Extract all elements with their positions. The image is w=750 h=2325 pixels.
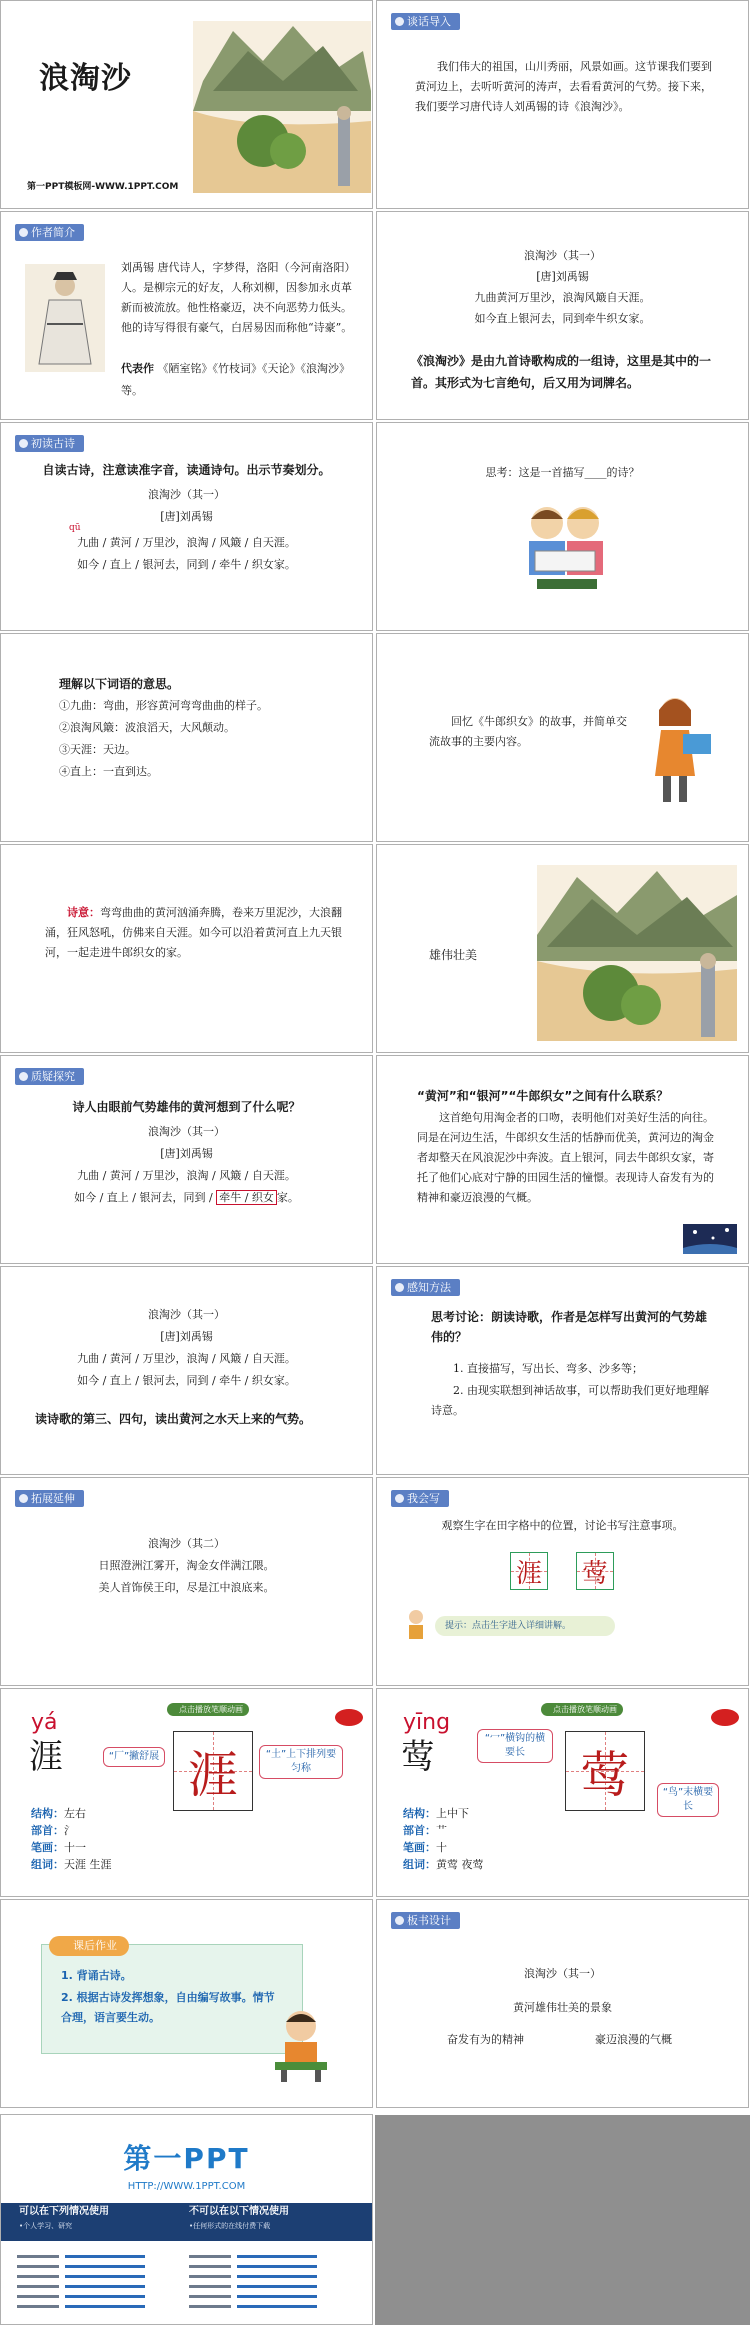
row-key-1: 结构： [31, 1807, 64, 1820]
poem-author: [唐]刘禹锡 [160, 1330, 213, 1343]
poem-title: 浪淘沙（其一） [148, 488, 225, 501]
row-val-3: 十 [436, 1841, 447, 1854]
vocab-item-2: ②浪淘风簸：波浪滔天，大风颠动。 [59, 721, 235, 734]
slide-reading[interactable] [0, 1266, 373, 1475]
poem-line-1: 九曲 / 黄河 / 万里沙，浪淘 / 风簸 / 自天涯。 [77, 1352, 296, 1365]
yellow-river-illustration [537, 865, 737, 1041]
char-grid-2[interactable] [576, 1552, 614, 1590]
vocab-item-1: ①九曲：弯曲，形容黄河弯弯曲曲的样子。 [59, 699, 268, 712]
poem-line-2: 如今 / 直上 / 银河去，同到 / 牵牛 / 织女家。 [77, 1374, 296, 1387]
char-1: 涯 [515, 1558, 542, 1589]
slide-meaning[interactable] [0, 844, 373, 1053]
vocab-heading: 理解以下词语的意思。 [59, 677, 180, 691]
row-key-2: 部首： [403, 1824, 436, 1837]
stamp-icon [711, 1709, 739, 1726]
char-display: 莺 [401, 1737, 435, 1777]
slide-homework[interactable] [0, 1899, 373, 2108]
char-grid [565, 1731, 645, 1811]
works-block [121, 358, 361, 402]
board-line-1: 黄河雄伟壮美的景象 [513, 2001, 612, 2014]
slide-method[interactable] [376, 1266, 749, 1475]
callout-right: “土”上下排列要匀称 [259, 1745, 343, 1779]
slide-vocab[interactable] [0, 633, 373, 842]
row-key-3: 笔画： [31, 1841, 64, 1854]
row-val-1: 上中下 [436, 1807, 469, 1820]
callout-right: “鸟”末横要长 [657, 1783, 719, 1817]
poem-author: [唐]刘禹锡 [160, 510, 213, 523]
method-item-1: 1. 直接描写，写出长、弯多、沙多等； [453, 1362, 643, 1375]
credits-left-sub: •个人学习、研究 [19, 2222, 73, 2230]
row-val-3: 十一 [64, 1841, 86, 1854]
poem-line-1: 日照澄洲江雾开，淘金女伴满江隈。 [98, 1559, 275, 1572]
slide-poem[interactable] [376, 211, 749, 420]
slide-extension[interactable] [0, 1477, 373, 1686]
homework-heading: 课后作业 [49, 1936, 129, 1956]
recall-text: 回忆《牛郎织女》的故事，并简单交流故事的主要内容。 [429, 715, 627, 748]
slide-intro[interactable] [376, 0, 749, 209]
cover-title: 浪淘沙 [39, 61, 132, 96]
homework-item-1: 1. 背诵古诗。 [61, 1969, 132, 1982]
writing-tip[interactable]: 提示：点击生字进入详细讲解。 [435, 1616, 615, 1636]
section-tag: 作者简介 [15, 224, 84, 241]
slide-cover[interactable] [0, 0, 373, 209]
reading-children-illustration [517, 499, 613, 595]
works-list: 《陋室铭》《竹枝词》《天论》《浪淘沙》等。 [121, 362, 350, 397]
think-question: 思考：这是一首描写____的诗？ [485, 466, 640, 479]
char-grid-1[interactable] [510, 1552, 548, 1590]
credits-url: HTTP://WWW.1PPT.COM [127, 2181, 246, 2192]
mountain-river-illustration [193, 21, 371, 193]
poem-line-2: 如今直上银河去，同到牵牛织女家。 [474, 312, 651, 325]
empty-gray-panel [375, 2115, 750, 2325]
char-pinyin: yá [31, 1710, 58, 1735]
board-left: 奋发有为的精神 [447, 2033, 524, 2046]
credits-left-title: 可以在下列情况使用 [19, 2206, 109, 2217]
poem-title: 浪淘沙（其二） [148, 1537, 225, 1550]
meaning-block [45, 903, 345, 963]
writing-instruction: 观察生字在田字格中的位置，讨论书写注意事项。 [441, 1519, 684, 1532]
scenery-caption: 雄伟壮美 [429, 948, 478, 962]
intro-text: 我们伟大的祖国，山川秀丽，风景如画。这节课我们要到黄河边上，去听听黄河的涛声，去看看黄河的气势。接下来，我们要学习唐代诗人刘禹锡的诗《浪淘沙》。 [415, 60, 712, 113]
slide-char-ya[interactable] [0, 1688, 373, 1897]
credits-link-list [17, 2251, 357, 2317]
char-grid [173, 1731, 253, 1811]
connection-heading: “黄河”和“银河”“牛郎织女”之间有什么联系？ [417, 1089, 669, 1103]
stamp-icon [335, 1709, 363, 1726]
row-val-2: 艹 [436, 1824, 447, 1837]
section-tag: 谈话导入 [391, 13, 460, 30]
poem-title: 浪淘沙（其一） [148, 1125, 225, 1138]
inquiry-question: 诗人由眼前气势雄伟的黄河想到了什么呢？ [72, 1100, 301, 1114]
poem-line-2: 美人首饰侯王印，尽是江中浪底来。 [98, 1581, 275, 1594]
stroke-animation-button[interactable]: 点击播放笔顺动画 [167, 1703, 249, 1716]
child-icon [403, 1608, 429, 1642]
section-tag: 拓展延伸 [15, 1490, 84, 1507]
reading-note: 读诗歌的第三、四句，读出黄河之水天上来的气势。 [35, 1412, 312, 1426]
char-display: 涯 [29, 1737, 63, 1777]
poem-author: [唐]刘禹锡 [160, 1147, 213, 1160]
row-key-4: 组词： [31, 1858, 64, 1871]
poem-note: 《浪淘沙》是由九首诗歌构成的一组诗，这里是其中的一首。其形式为七言绝句，后又用为词牌名。 [411, 354, 712, 390]
method-item-2: 2. 由现实联想到神话故事，可以帮助我们更好地理解诗意。 [431, 1384, 709, 1417]
section-tag: 初读古诗 [15, 435, 84, 452]
slide-credits[interactable] [0, 2114, 373, 2325]
first-read-instruction: 自读古诗，注意读准字音，读通诗句。出示节奏划分。 [42, 463, 331, 477]
row-val-4: 黄莺 夜莺 [436, 1858, 484, 1871]
works-label: 代表作 [121, 362, 154, 375]
poem-title: 浪淘沙（其一） [524, 249, 601, 262]
homework-item-2: 2. 根据古诗发挥想象，自由编写故事。情节合理，语言要生动。 [61, 1991, 275, 2024]
poem-line-2-start: 如今 / 直上 / 银河去，同到 / [74, 1191, 217, 1204]
meaning-label: 诗意： [67, 906, 100, 919]
poem-line-1: 九曲黄河万里沙，浪淘风簸自天涯。 [474, 291, 651, 304]
poem-author: [唐]刘禹锡 [536, 270, 589, 283]
slide-scenery[interactable] [376, 844, 749, 1053]
board-right: 豪迈浪漫的气概 [595, 2033, 672, 2046]
method-question: 思考讨论：朗读诗歌，作者是怎样写出黄河的气势雄伟的？ [431, 1310, 708, 1344]
author-bio: 刘禹锡 唐代诗人，字梦得，洛阳（今河南洛阳）人。是柳宗元的好友，人称刘柳，因参加永贞革新而被流放。他性格豪迈，决不向恶势力低头。他的诗写得很有豪气，白居易因而称他“诗豪”。 [121, 261, 356, 334]
credits-logo: 第一PPT [123, 2142, 250, 2175]
poem-line-1: 九曲 / 黄河 / 万里沙，浪淘 / 风簸 / 自天涯。 [77, 1169, 296, 1182]
slide-first-read[interactable] [0, 422, 373, 631]
char-pinyin: yīng [403, 1710, 451, 1735]
row-val-1: 左右 [64, 1807, 86, 1820]
highlighted-phrase: 牵牛 / 织女 [216, 1190, 277, 1205]
slide-author[interactable] [0, 211, 373, 420]
poem-line-2-end: 家。 [276, 1191, 299, 1204]
stroke-animation-button[interactable]: 点击播放笔顺动画 [541, 1703, 623, 1716]
student-illustration [271, 2004, 331, 2084]
section-tag: 质疑探究 [15, 1068, 84, 1085]
slide-recall[interactable] [376, 633, 749, 842]
row-val-2: 氵 [64, 1824, 75, 1837]
slide-think[interactable] [376, 422, 749, 631]
site-footer: 第一PPT模板网-WWW.1PPT.COM [27, 182, 179, 192]
char-2: 莺 [581, 1558, 608, 1589]
meaning-text: 弯弯曲曲的黄河汹涌奔腾，卷来万里泥沙，大浪翻涌，狂风怒吼，仿佛来自天涯。如今可以沿着黄河直上九天银河，一起走进牛郎织女的家。 [45, 906, 342, 959]
teacher-illustration [645, 692, 717, 804]
row-key-2: 部首： [31, 1824, 64, 1837]
poem-line-2 [1, 1188, 372, 1207]
poem-line-2: 如今 / 直上 / 银河去，同到 / 牵牛 / 织女家。 [77, 558, 296, 571]
slide-writing[interactable] [376, 1477, 749, 1686]
row-key-3: 笔画： [403, 1841, 436, 1854]
poem-title: 浪淘沙（其一） [148, 1308, 225, 1321]
night-sky-illustration [683, 1224, 737, 1254]
author-portrait [25, 264, 105, 372]
row-key-4: 组词： [403, 1858, 436, 1871]
slide-board[interactable] [376, 1899, 749, 2108]
char-grid-char: 莺 [580, 1746, 630, 1804]
board-title: 浪淘沙（其一） [524, 1967, 601, 1980]
credits-right-title: 不可以在以下情况使用 [189, 2206, 289, 2217]
section-tag: 板书设计 [391, 1912, 460, 1929]
vocab-item-3: ③天涯：天边。 [59, 743, 136, 756]
callout-left: “冖”横钩的横要长 [477, 1729, 553, 1763]
credits-right-sub: •任何形式的在线付费下载 [189, 2222, 271, 2230]
pinyin-note: qū [69, 523, 81, 533]
section-tag: 我会写 [391, 1490, 449, 1507]
slide-connection[interactable] [376, 1055, 749, 1264]
callout-left: “厂”撇舒展 [103, 1747, 165, 1767]
slide-char-ying[interactable] [376, 1688, 749, 1897]
row-val-4: 天涯 生涯 [64, 1858, 112, 1871]
section-tag: 感知方法 [391, 1279, 460, 1296]
connection-text: 这首绝句用淘金者的口吻，表明他们对美好生活的向往。同是在河边生活，牛郎织女生活的恬静而优美，黄河边的淘金者却整天在风浪泥沙中奔波。直上银河，同去牛郎织女家，寄托了他们心底对宁静的田园生活的憧憬。表现诗人奋发有为的精神和豪迈浪漫的气概。 [417, 1111, 714, 1204]
poem-line-1: 九曲 / 黄河 / 万里沙，浪淘 / 风簸 / 自天涯。 [77, 536, 296, 549]
char-grid-char: 涯 [188, 1746, 238, 1804]
slide-inquiry[interactable] [0, 1055, 373, 1264]
row-key-1: 结构： [403, 1807, 436, 1820]
vocab-item-4: ④直上：一直到达。 [59, 765, 158, 778]
